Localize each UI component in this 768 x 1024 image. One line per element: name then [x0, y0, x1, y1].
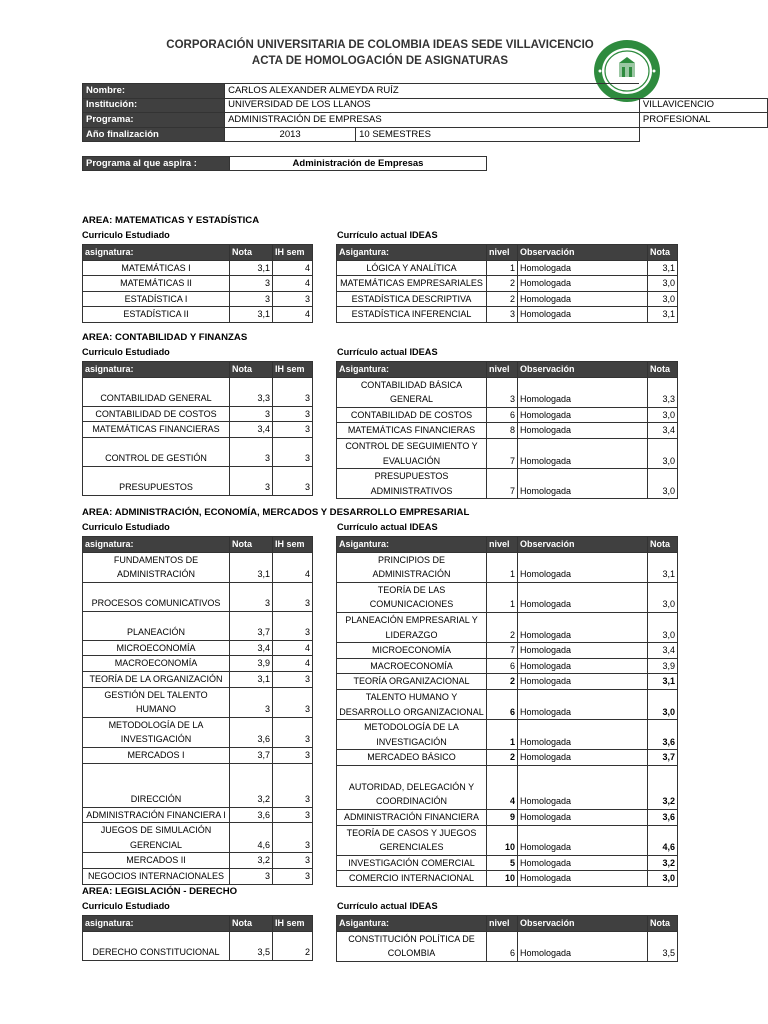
asigantura-ideas-cell: TEORÍA DE LAS COMUNICACIONES: [337, 582, 487, 612]
nota-ideas-cell: 3,2: [648, 855, 678, 871]
table-row: [337, 469, 678, 499]
nota-cell: 3,9: [230, 656, 273, 672]
asignatura-cell: ADMINISTRACIÓN FINANCIERA I: [83, 807, 230, 823]
asignatura-cell: PROCESOS COMUNICATIVOS: [83, 582, 230, 611]
nota-ideas-cell: 3,9: [648, 658, 678, 674]
nota-cell: 3,5: [230, 931, 273, 960]
nota-ideas-cell: 3,5: [648, 931, 678, 961]
nota-cell: 3,6: [230, 807, 273, 823]
observacion-cell: Homologada: [518, 750, 648, 766]
observacion-cell: Homologada: [518, 377, 648, 407]
asigantura-ideas-cell: MACROECONOMÍA: [337, 658, 487, 674]
nombre-label: Nombre:: [83, 84, 225, 99]
table-row: [83, 868, 313, 884]
semestres-value: 10 SEMESTRES: [356, 127, 640, 142]
col-header-observacion: Observación: [518, 537, 648, 553]
table-row: [83, 406, 313, 422]
document-title: CORPORACIÓN UNIVERSITARIA DE COLOMBIA IDEAS SEDE VILLAVICENCIO: [166, 39, 594, 51]
table-row: [337, 423, 678, 439]
table-row: [337, 438, 678, 468]
asigantura-ideas-cell: ESTADÍSTICA INFERENCIAL: [337, 307, 487, 323]
table-row: [337, 750, 678, 766]
observacion-cell: Homologada: [518, 423, 648, 439]
asigantura-ideas-cell: TALENTO HUMANO Y DESARROLLO ORGANIZACIONAL: [337, 689, 487, 719]
document-subtitle: ACTA DE HOMOLOGACIÓN DE ASIGNATURAS: [251, 55, 509, 67]
col-header-ih-sem: IH sem: [273, 537, 313, 553]
asigantura-ideas-cell: MATEMÁTICAS FINANCIERAS: [337, 423, 487, 439]
asigantura-ideas-cell: AUTORIDAD, DELEGACIÓN Y COORDINACIÓN: [337, 765, 487, 809]
table-row: [337, 809, 678, 825]
ih-sem-cell: 4: [273, 640, 313, 656]
ih-sem-cell: 3: [273, 582, 313, 611]
col-header-nota-ideas: Nota: [648, 916, 678, 932]
nota-ideas-cell: 4,6: [648, 825, 678, 855]
asigantura-ideas-cell: CONSTITUCIÓN POLÍTICA DE COLOMBIA: [337, 931, 487, 961]
table-row: [83, 823, 313, 853]
programa-label: Programa:: [83, 113, 225, 128]
table-row: [83, 276, 313, 292]
col-header-asignatura: asignatura:: [83, 245, 230, 261]
curriculo-actual-table: [336, 536, 678, 887]
nota-ideas-cell: 3,7: [648, 750, 678, 766]
nivel-cell: 7: [487, 469, 518, 499]
nota-ideas-cell: 3,2: [648, 765, 678, 809]
curriculo-estudiado-table: [82, 536, 313, 885]
nota-cell: 3,1: [230, 307, 273, 323]
nivel-cell: 4: [487, 765, 518, 809]
asignatura-cell: PRESUPUESTOS: [83, 466, 230, 495]
asignatura-cell: MICROECONOMÍA: [83, 640, 230, 656]
observacion-cell: Homologada: [518, 291, 648, 307]
nota-cell: 4,6: [230, 823, 273, 853]
nota-cell: 3: [230, 437, 273, 466]
nota-cell: 3,1: [230, 552, 273, 582]
table-row: [337, 825, 678, 855]
area-title: AREA: MATEMATICAS Y ESTADÍSTICA: [82, 215, 260, 226]
table-row: [83, 291, 313, 307]
observacion-cell: Homologada: [518, 855, 648, 871]
observacion-cell: Homologada: [518, 931, 648, 961]
col-header-nota: Nota: [230, 916, 273, 932]
ih-sem-cell: 3: [273, 466, 313, 495]
col-header-nivel: nivel: [487, 537, 518, 553]
observacion-cell: Homologada: [518, 674, 648, 690]
nivel-cell: 2: [487, 750, 518, 766]
table-row: [83, 747, 313, 763]
curriculo-estudiado-label: Curriculo Estudiado: [82, 347, 170, 357]
table-row: [337, 377, 678, 407]
table-row: [337, 643, 678, 659]
table-row: [337, 307, 678, 323]
curriculo-actual-label: Currículo actual IDEAS: [337, 901, 438, 911]
observacion-cell: Homologada: [518, 765, 648, 809]
asignatura-cell: NEGOCIOS INTERNACIONALES: [83, 868, 230, 884]
curriculo-estudiado-label: Curriculo Estudiado: [82, 230, 170, 240]
table-row: [83, 611, 313, 640]
asigantura-ideas-cell: INVESTIGACIÓN COMERCIAL: [337, 855, 487, 871]
nota-cell: 3: [230, 466, 273, 495]
observacion-cell: Homologada: [518, 825, 648, 855]
ih-sem-cell: 4: [273, 552, 313, 582]
institucion-label: Institución:: [83, 98, 225, 113]
nivel-cell: 8: [487, 423, 518, 439]
nivel-cell: 1: [487, 582, 518, 612]
nota-cell: 3: [230, 291, 273, 307]
asigantura-ideas-cell: ESTADÍSTICA DESCRIPTIVA: [337, 291, 487, 307]
asignatura-cell: METODOLOGÍA DE LA INVESTIGACIÓN: [83, 717, 230, 747]
asigantura-ideas-cell: CONTROL DE SEGUIMIENTO Y EVALUACIÓN: [337, 438, 487, 468]
observacion-cell: Homologada: [518, 582, 648, 612]
table-row: [337, 720, 678, 750]
col-header-nota-ideas: Nota: [648, 362, 678, 378]
table-row: [337, 658, 678, 674]
aspira-value: Administración de Empresas: [230, 157, 487, 171]
table-row: [83, 582, 313, 611]
table-row: [83, 552, 313, 582]
nota-cell: 3,1: [230, 260, 273, 276]
nivel-cell: 6: [487, 407, 518, 423]
asignatura-cell: CONTABILIDAD GENERAL: [83, 377, 230, 406]
table-row: [337, 612, 678, 642]
nota-ideas-cell: 3,1: [648, 260, 678, 276]
curriculo-actual-label: Currículo actual IDEAS: [337, 347, 438, 357]
table-row: [83, 437, 313, 466]
table-row: [83, 260, 313, 276]
asignatura-cell: MATEMÁTICAS I: [83, 260, 230, 276]
nivel-cell: 5: [487, 855, 518, 871]
observacion-cell: Homologada: [518, 689, 648, 719]
ih-sem-cell: 3: [273, 687, 313, 717]
col-header-ih-sem: IH sem: [273, 362, 313, 378]
asignatura-cell: MERCADOS I: [83, 747, 230, 763]
observacion-cell: Homologada: [518, 871, 648, 887]
ih-sem-cell: 3: [273, 853, 313, 869]
asignatura-cell: FUNDAMENTOS DE ADMINISTRACIÓN: [83, 552, 230, 582]
asigantura-ideas-cell: PLANEACIÓN EMPRESARIAL Y LIDERAZGO: [337, 612, 487, 642]
nota-cell: 3,3: [230, 377, 273, 406]
ih-sem-cell: 3: [273, 671, 313, 687]
curriculo-actual-table: [336, 915, 678, 962]
nivel-cell: 6: [487, 658, 518, 674]
asigantura-ideas-cell: LÓGICA Y ANALÍTICA: [337, 260, 487, 276]
asignatura-cell: ESTADÍSTICA I: [83, 291, 230, 307]
table-row: [83, 807, 313, 823]
asignatura-cell: JUEGOS DE SIMULACIÓN GERENCIAL: [83, 823, 230, 853]
nota-cell: 3,7: [230, 611, 273, 640]
ih-sem-cell: 3: [273, 291, 313, 307]
ih-sem-cell: 3: [273, 437, 313, 466]
curriculo-estudiado-table: [82, 361, 313, 496]
observacion-cell: Homologada: [518, 438, 648, 468]
observacion-cell: Homologada: [518, 469, 648, 499]
nota-ideas-cell: 3,1: [648, 552, 678, 582]
asigantura-ideas-cell: METODOLOGÍA DE LA INVESTIGACIÓN: [337, 720, 487, 750]
table-row: [83, 466, 313, 495]
ih-sem-cell: 4: [273, 276, 313, 292]
ih-sem-cell: 2: [273, 931, 313, 960]
curriculo-estudiado-label: Curriculo Estudiado: [82, 901, 170, 911]
curriculo-actual-table: [336, 244, 678, 323]
observacion-cell: Homologada: [518, 276, 648, 292]
observacion-cell: Homologada: [518, 307, 648, 323]
ih-sem-cell: 3: [273, 823, 313, 853]
col-header-nota: Nota: [230, 245, 273, 261]
col-header-asignatura: asignatura:: [83, 916, 230, 932]
observacion-cell: Homologada: [518, 643, 648, 659]
institucion-value: UNIVERSIDAD DE LOS LLANOS: [225, 98, 640, 113]
ih-sem-cell: 4: [273, 260, 313, 276]
observacion-cell: Homologada: [518, 658, 648, 674]
nivel-cell: 10: [487, 825, 518, 855]
nivel-cell: 6: [487, 689, 518, 719]
area-title: AREA: CONTABILIDAD Y FINANZAS: [82, 332, 248, 343]
nivel-cell: 1: [487, 720, 518, 750]
asignatura-cell: MATEMÁTICAS II: [83, 276, 230, 292]
table-row: [83, 931, 313, 960]
programa-aspira-table: [82, 156, 487, 171]
nivel-cell: 2: [487, 612, 518, 642]
asignatura-cell: ESTADÍSTICA II: [83, 307, 230, 323]
col-header-observacion: Observación: [518, 362, 648, 378]
nombre-value: CARLOS ALEXANDER ALMEYDA RUÍZ: [225, 84, 640, 99]
ih-sem-cell: 3: [273, 868, 313, 884]
nota-ideas-cell: 3,6: [648, 809, 678, 825]
nota-ideas-cell: 3,4: [648, 423, 678, 439]
programa-value: ADMINISTRACIÓN DE EMPRESAS: [225, 113, 640, 128]
asigantura-ideas-cell: MERCADEO BÁSICO: [337, 750, 487, 766]
asignatura-cell: CONTROL DE GESTIÓN: [83, 437, 230, 466]
col-header-asigantura: Asigantura:: [337, 245, 487, 261]
ih-sem-cell: 3: [273, 747, 313, 763]
observacion-cell: Homologada: [518, 407, 648, 423]
col-header-asignatura: asignatura:: [83, 362, 230, 378]
asigantura-ideas-cell: ADMINISTRACIÓN FINANCIERA: [337, 809, 487, 825]
nota-ideas-cell: 3,0: [648, 276, 678, 292]
ih-sem-cell: 3: [273, 377, 313, 406]
table-row: [337, 871, 678, 887]
table-row: [337, 407, 678, 423]
table-row: [83, 671, 313, 687]
table-row: [337, 855, 678, 871]
nota-cell: 3: [230, 687, 273, 717]
nota-ideas-cell: 3,1: [648, 307, 678, 323]
table-row: [337, 765, 678, 809]
student-info-table: [82, 83, 768, 142]
asigantura-ideas-cell: PRESUPUESTOS ADMINISTRATIVOS: [337, 469, 487, 499]
ih-sem-cell: 3: [273, 611, 313, 640]
nota-ideas-cell: 3,4: [648, 643, 678, 659]
nota-cell: 3,4: [230, 640, 273, 656]
curriculo-actual-label: Currículo actual IDEAS: [337, 230, 438, 240]
nota-ideas-cell: 3,0: [648, 689, 678, 719]
ciudad-value: VILLAVICENCIO: [639, 98, 767, 113]
table-row: [83, 717, 313, 747]
col-header-nota: Nota: [230, 362, 273, 378]
nota-cell: 3: [230, 276, 273, 292]
nivel-cell: 9: [487, 809, 518, 825]
nota-cell: 3: [230, 582, 273, 611]
nivel-cell: 3: [487, 377, 518, 407]
asignatura-cell: CONTABILIDAD DE COSTOS: [83, 406, 230, 422]
table-row: [337, 276, 678, 292]
nivel-cell: 1: [487, 552, 518, 582]
asignatura-cell: TEORÍA DE LA ORGANIZACIÓN: [83, 671, 230, 687]
table-row: [337, 689, 678, 719]
curriculo-actual-table: [336, 361, 678, 499]
nota-cell: 3,4: [230, 422, 273, 438]
nivel-cell: 10: [487, 871, 518, 887]
asignatura-cell: DIRECCIÓN: [83, 763, 230, 807]
table-row: [83, 853, 313, 869]
ih-sem-cell: 3: [273, 763, 313, 807]
ih-sem-cell: 3: [273, 422, 313, 438]
asigantura-ideas-cell: TEORÍA DE CASOS Y JUEGOS GERENCIALES: [337, 825, 487, 855]
table-row: [337, 291, 678, 307]
nivel-formacion-value: PROFESIONAL: [639, 113, 767, 128]
col-header-ih-sem: IH sem: [273, 245, 313, 261]
nota-cell: 3,7: [230, 747, 273, 763]
nivel-cell: 2: [487, 276, 518, 292]
nota-cell: 3: [230, 406, 273, 422]
area-title: AREA: LEGISLACIÓN - DERECHO: [82, 886, 238, 897]
ih-sem-cell: 3: [273, 717, 313, 747]
nivel-cell: 7: [487, 643, 518, 659]
nota-ideas-cell: 3,0: [648, 291, 678, 307]
observacion-cell: Homologada: [518, 260, 648, 276]
anio-value: 2013: [225, 127, 356, 142]
ih-sem-cell: 3: [273, 406, 313, 422]
nota-ideas-cell: 3,1: [648, 674, 678, 690]
ih-sem-cell: 3: [273, 807, 313, 823]
nota-ideas-cell: 3,3: [648, 377, 678, 407]
asignatura-cell: GESTIÓN DEL TALENTO HUMANO: [83, 687, 230, 717]
curriculo-estudiado-table: [82, 244, 313, 323]
curriculo-estudiado-label: Curriculo Estudiado: [82, 522, 170, 532]
observacion-cell: Homologada: [518, 720, 648, 750]
col-header-observacion: Observación: [518, 916, 648, 932]
nota-ideas-cell: 3,0: [648, 407, 678, 423]
asigantura-ideas-cell: CONTABILIDAD DE COSTOS: [337, 407, 487, 423]
observacion-cell: Homologada: [518, 612, 648, 642]
asigantura-ideas-cell: TEORÍA ORGANIZACIONAL: [337, 674, 487, 690]
nivel-cell: 1: [487, 260, 518, 276]
col-header-observacion: Observación: [518, 245, 648, 261]
col-header-ih-sem: IH sem: [273, 916, 313, 932]
nota-ideas-cell: 3,6: [648, 720, 678, 750]
nota-cell: 3,6: [230, 717, 273, 747]
nota-ideas-cell: 3,0: [648, 612, 678, 642]
nota-ideas-cell: 3,0: [648, 469, 678, 499]
asigantura-ideas-cell: COMERCIO INTERNACIONAL: [337, 871, 487, 887]
asigantura-ideas-cell: CONTABILIDAD BÁSICA GENERAL: [337, 377, 487, 407]
table-row: [337, 552, 678, 582]
col-header-nota: Nota: [230, 537, 273, 553]
asigantura-ideas-cell: PRINCIPIOS DE ADMINISTRACIÓN: [337, 552, 487, 582]
observacion-cell: Homologada: [518, 809, 648, 825]
nota-cell: 3: [230, 868, 273, 884]
col-header-nivel: nivel: [487, 245, 518, 261]
table-row: [83, 377, 313, 406]
col-header-nota-ideas: Nota: [648, 245, 678, 261]
col-header-asigantura: Asigantura:: [337, 916, 487, 932]
col-header-asignatura: asignatura:: [83, 537, 230, 553]
nivel-cell: 3: [487, 307, 518, 323]
table-row: [337, 931, 678, 961]
area-title: AREA: ADMINISTRACIÓN, ECONOMÍA, MERCADOS Y DESARROLLO EMPRESARIAL: [82, 507, 470, 518]
col-header-nivel: nivel: [487, 916, 518, 932]
observacion-cell: Homologada: [518, 552, 648, 582]
ih-sem-cell: 4: [273, 307, 313, 323]
asignatura-cell: MERCADOS II: [83, 853, 230, 869]
col-header-nota-ideas: Nota: [648, 537, 678, 553]
nivel-cell: 2: [487, 674, 518, 690]
nota-ideas-cell: 3,0: [648, 582, 678, 612]
col-header-asigantura: Asigantura:: [337, 537, 487, 553]
nivel-cell: 6: [487, 931, 518, 961]
table-row: [83, 640, 313, 656]
table-row: [83, 687, 313, 717]
table-row: [337, 582, 678, 612]
ih-sem-cell: 4: [273, 656, 313, 672]
nota-ideas-cell: 3,0: [648, 438, 678, 468]
table-row: [83, 307, 313, 323]
curriculo-actual-label: Currículo actual IDEAS: [337, 522, 438, 532]
anio-label: Año finalización: [83, 127, 225, 142]
nota-cell: 3,2: [230, 853, 273, 869]
nivel-cell: 2: [487, 291, 518, 307]
curriculo-estudiado-table: [82, 915, 313, 961]
asigantura-ideas-cell: MATEMÁTICAS EMPRESARIALES: [337, 276, 487, 292]
asignatura-cell: MACROECONOMÍA: [83, 656, 230, 672]
nota-cell: 3,2: [230, 763, 273, 807]
table-row: [83, 422, 313, 438]
nivel-cell: 7: [487, 438, 518, 468]
table-row: [337, 260, 678, 276]
aspira-label: Programa al que aspira :: [83, 157, 230, 171]
nota-ideas-cell: 3,0: [648, 871, 678, 887]
nota-cell: 3,1: [230, 671, 273, 687]
asignatura-cell: DERECHO CONSTITUCIONAL: [83, 931, 230, 960]
table-row: [83, 763, 313, 807]
table-row: [83, 656, 313, 672]
table-row: [337, 674, 678, 690]
col-header-asigantura: Asigantura:: [337, 362, 487, 378]
col-header-nivel: nivel: [487, 362, 518, 378]
asigantura-ideas-cell: MICROECONOMÍA: [337, 643, 487, 659]
asignatura-cell: MATEMÁTICAS FINANCIERAS: [83, 422, 230, 438]
asignatura-cell: PLANEACIÓN: [83, 611, 230, 640]
